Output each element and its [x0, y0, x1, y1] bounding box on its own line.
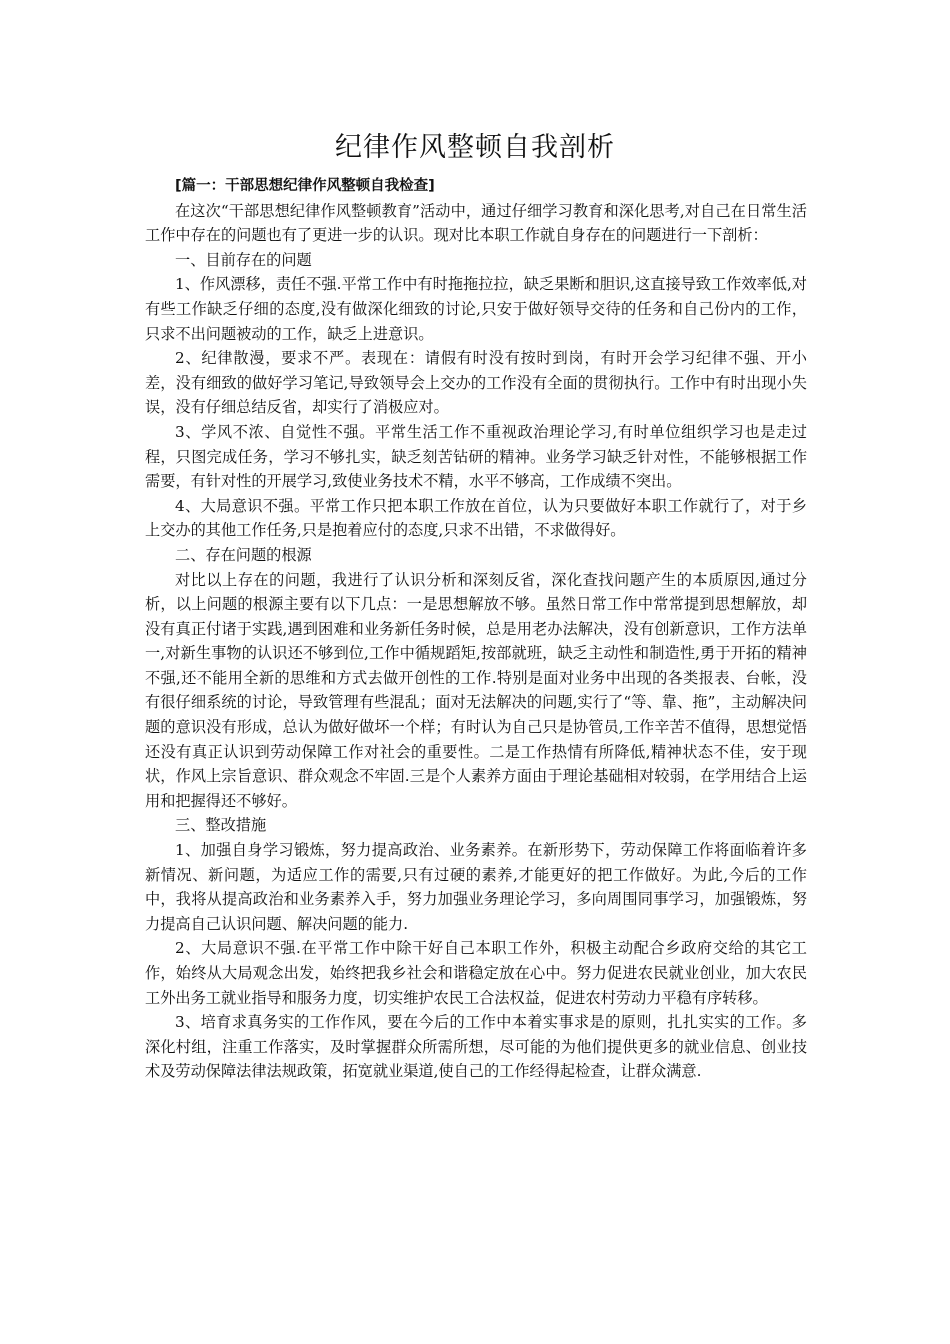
paragraph-measure-3: 3、培育求真务实的工作作风，要在今后的工作中本着实事求是的原则，扎扎实实的工作。多深化村组，注重工作落实，及时掌握群众所需所想，尽可能的为他们提供更多的就业信息、创业技术及劳动保障法律法规政策，拓宽就业渠道,使自己的工作经得起检查，让群众满意. — [145, 1013, 807, 1081]
paragraph-measure-2: 2、大局意识不强.在平常工作中除干好自己本职工作外，积极主动配合乡政府交给的其它工作，始终从大局观念出发，始终把我乡社会和谐稳定放在心中。努力促进农民就业创业，加大农民工外出务工就业指导和服务力度，切实维护农民工合法权益，促进农村劳动力平稳有序转移。 — [145, 939, 807, 1007]
paragraph-problem-4: 4、大局意识不强。平常工作只把本职工作放在首位，认为只要做好本职工作就行了，对于乡上交办的其他工作任务,只是抱着应付的态度,只求不出错，不求做得好。 — [145, 496, 807, 540]
document-subtitle: [篇一：干部思想纪律作风整顿自我检查] — [175, 178, 435, 194]
paragraph-measure-1: 1、加强自身学习锻炼，努力提高政治、业务素养。在新形势下，劳动保障工作将面临着许多新情况、新问题，为适应工作的需要,只有过硬的素养,才能更好的把工作做好。为此,今后的工作中，我将从提高政治和业务素养入手，努力加强业务理论学习，多向周围同事学习，加强锻炼，努力提高自己认识问题、解决问题的能力. — [145, 841, 807, 933]
paragraph-problem-1: 1、作风漂移，责任不强.平常工作中有时拖拖拉拉，缺乏果断和胆识,这直接导致工作效率低,对有些工作缺乏仔细的态度,没有做深化细致的讨论,只安于做好领导交待的任务和自己份内的工作，只求不出问题被动的工作，缺乏上进意识。 — [145, 275, 807, 343]
paragraph-root-cause: 对比以上存在的问题，我进行了认识分析和深刻反省，深化查找问题产生的本质原因,通过分析，以上问题的根源主要有以下几点：一是思想解放不够。虽然日常工作中常常提到思想解放，却没有真正付诸于实践,遇到困难和业务新任务时候，总是用老办法解决，没有创新意识，工作方法单一,对新生事物的认识还不够到位,工作中循规蹈矩,按部就班，缺乏主动性和制造性,勇于开拓的精神不强,还不能用全新的思维和方式去做开创性的工作.特别是面对业务中出现的各类报表、台帐，没有很仔细系统的讨论，导致管理有些混乱；面对无法解决的问题,实行了“等、靠、拖”，主动解决问题的意识没有形成，总认为做好做坏一个样；有时认为自己只是协管员,工作辛苦不值得，思想觉悟还没有真正认识到劳动保障工作对社会的重要性。二是工作热情有所降低,精神状态不佳，安于现状，作风上宗旨意识、群众观念不牢固.三是个人素养方面由于理论基础相对较弱，在学用结合上运用和把握得还不够好。 — [145, 570, 807, 810]
section-heading-3: 三、整改措施 — [175, 816, 267, 835]
paragraph-problem-3: 3、学风不浓、自觉性不强。平常生活工作不重视政治理论学习,有时单位组织学习也是走过程，只图完成任务，学习不够扎实，缺乏刻苦钻研的精神。业务学习缺乏针对性，不能够根据工作需要，有针对性的开展学习,致使业务技术不精，水平不够高，工作成绩不突出。 — [145, 422, 807, 491]
section-heading-2: 二、存在问题的根源 — [175, 545, 312, 564]
section-heading-1: 一、目前存在的问题 — [175, 250, 312, 269]
paragraph-problem-2: 2、纪律散漫，要求不严。表现在：请假有时没有按时到岗，有时开会学习纪律不强、开小差，没有细致的做好学习笔记,导致领导会上交办的工作没有全面的贯彻执行。工作中有时出现小失误，没有仔细总结反省，却实行了消极应对。 — [145, 349, 807, 417]
document-title: 纪律作风整顿自我剖析 — [335, 132, 615, 163]
paragraph-intro: 在这次“干部思想纪律作风整顿教育”活动中，通过仔细学习教育和深化思考,对自己在日常生活工作中存在的问题也有了更进一步的认识。现对比本职工作就自身存在的问题进行一下剖析： — [145, 201, 807, 245]
document-body — [145, 174, 807, 1084]
